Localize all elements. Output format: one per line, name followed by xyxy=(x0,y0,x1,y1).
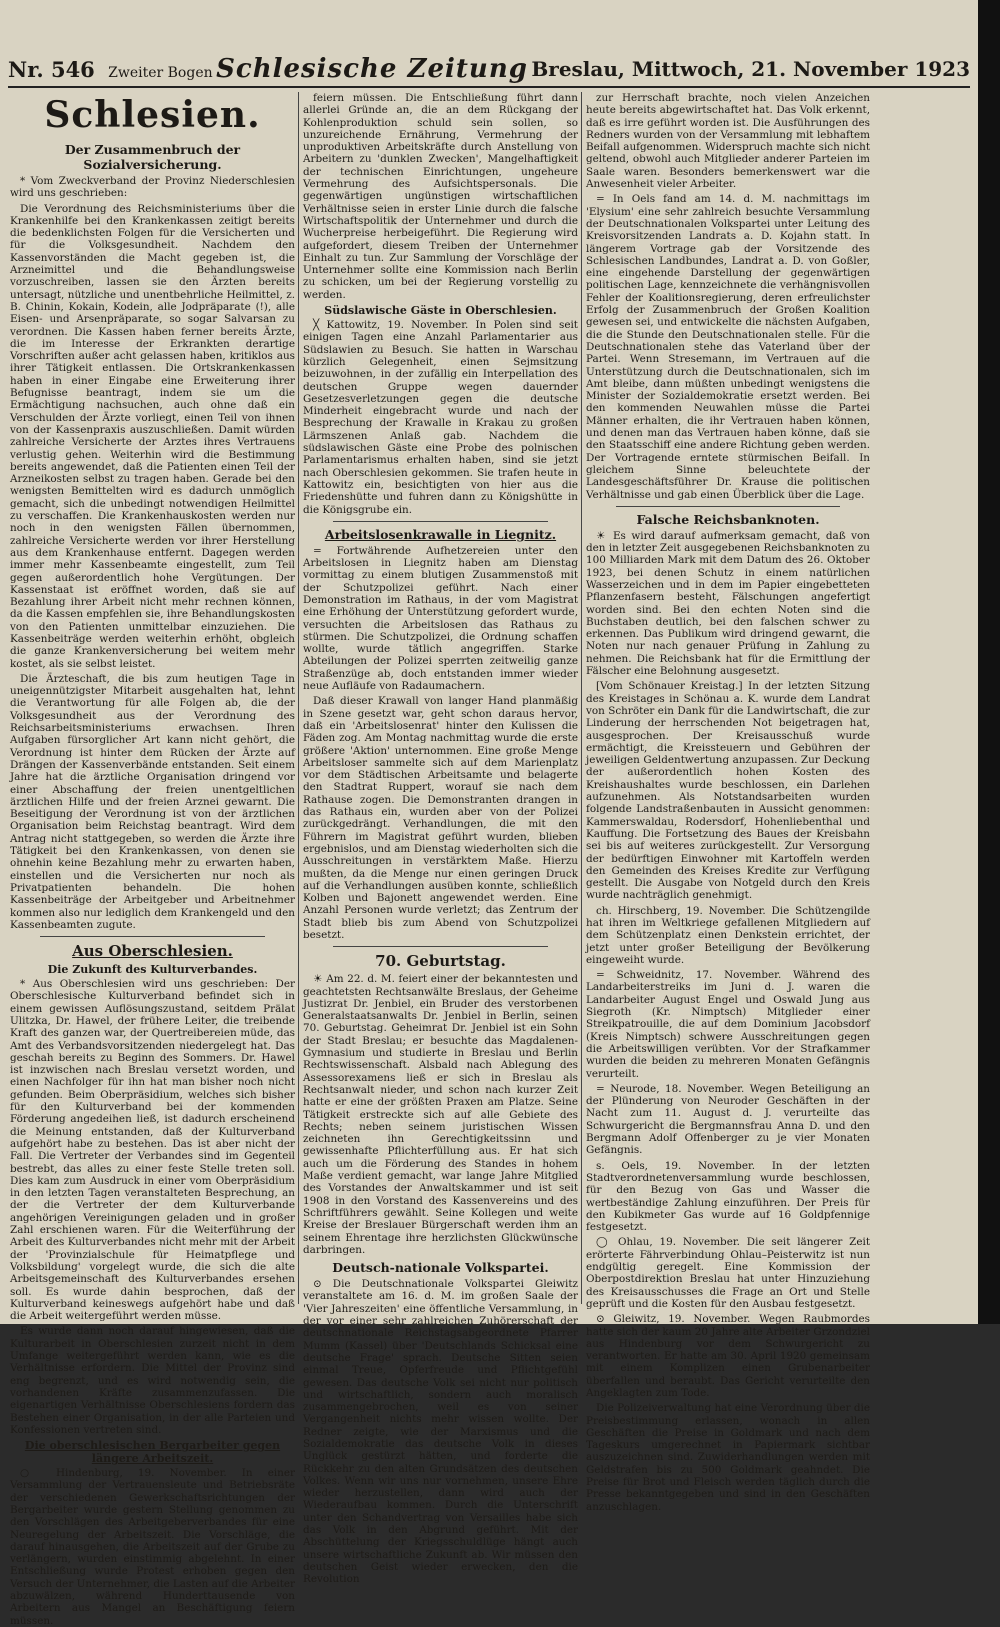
issue-info xyxy=(8,57,213,82)
dateline: Breslau, Mittwoch, 21. November 1923 xyxy=(531,57,970,81)
section-title: Schlesien. xyxy=(44,94,261,136)
scan-edge xyxy=(978,0,1000,1324)
article-paragraph: = Fortwährende Aufhetzereien unter den Arbeitslosen in Liegnitz haben am Dienstag vormittag zu einem blutigen Zusammenstoß mit der Schutzpolizei geführt. Nach einer Demonstration im Rathaus, in der vom Magistrat eine Erhöhung der Unterstützung gefordert wurde, versuchten die Arbeitslosen das Rathaus zu stürmen. Die Schutzpolizei, die Ordnung schaffen wollte, wurde tätlich angegriffen. Starke Abteilungen der Polizei sperrten zeitweilig ganze Straßenzüge ab, doch entstanden immer wieder neue Aufläufe von Radaumachern. xyxy=(303,544,578,693)
column-rule xyxy=(298,92,299,1304)
subheadline: Südslawische Gäste in Oberschlesien. xyxy=(324,304,557,318)
article-paragraph: Es wurde dann noch darauf hingewiesen, daß die Kulturarbeit in Oberschlesien zurzeit nicht in dem Umfange weitergeführt werden kann, wie es die Verhältnisse erfordern. Die Mittel der Provinz sind eng begrenzt, und es wird notwendig sein, die vorhandenen Kräfte zusammenzufassen. Die eigenartigen Verhältnisse Oberschlesiens fordern das Bestehen einer Organisation, in der alle Parteien und Konfessionen vertreten sind. xyxy=(10,1325,295,1436)
article-paragraph: ╳ Kattowitz, 19. November. In Polen sind seit einigen Tagen eine Anzahl Parlamentarier aus Südslawien zu Besuch. Sie hatten in Warschau kürzlich Gelegenheit, einen Sejmsitzung beizuwohnen, in der zufällig ein Interpellation des deutschen Gruppe wegen dauernder Gesetzesverletzungen gegen die deutsche Minderheit eingebracht wurde und nach der Besprechung der Krawalle in Krakau zu großen Lärmszenen Anlaß gab. Nachdem die südslawischen Gäste eine Probe des polnischen Parlamentarismus erhalten haben, sind sie jetzt nach Oberschlesien gekommen. Sie trafen heute in Kattowitz ein, besichtigten von hier aus die Friedenshütte und fuhren dann zu Königshütte in die Königsgrube ein. xyxy=(303,319,578,516)
article-paragraph: zur Herrschaft brachte, noch vielen Anzeichen heute bereits abgewirtschaftet hat. Das Volk erkennt, daß es irre geführt worden ist. Die Ausführungen des Redners wurden von der Versammlung mit lebhaftem Beifall aufgenommen. Widerspruch machte sich nicht geltend, obwohl auch Mitglieder anderer Parteien im Saale waren. Besonders bemerkenswert war die Anwesenheit vieler Arbeiter. xyxy=(586,92,870,191)
article-paragraph: ☀ Es wird darauf aufmerksam gemacht, daß von den in letzter Zeit ausgegebenen Reichsbanknoten zu 100 Milliarden Mark mit dem Datum des 26. Oktober 1923, bei denen Schutz in einem natürlichen Wasserzeichen und in dem im Papier eingebetteten Pflanzenfasern besteht, Fälschungen angefertigt worden sind. Bei den echten Noten sind die Buchstaben deutlich, bei den falschen schwer zu erkennen. Das Publikum wird dringend gewarnt, die Noten nur nach genauer Prüfung in Zahlung zu nehmen. Die Reichsbank hat für die Ermittlung der Fälscher eine Belohnung ausgesetzt. xyxy=(586,529,870,678)
article-paragraph: = Neurode, 18. November. Wegen Beteiligung an der Plünderung von Neuroder Geschäften in der Nacht zum 11. August d. J. verurteilte das Schwurgericht die Bergmannsfrau Anna D. und den Bergmann Adolf Offenberger zu je vier Monaten Gefängnis. xyxy=(586,1082,870,1157)
headline: Deutsch-nationale Volkspartei. xyxy=(332,1260,549,1276)
article-paragraph: Die Ärzteschaft, die bis zum heutigen Tage in uneigennützigster Mitarbeit ausgehalten hat, lehnt die Verantwortung für alle Folgen ab, die der Volksgesundheit aus der Verordnung des Reichsarbeitsministeriums erwachsen. Ihren Aufgaben fürsorglicher Art kann nicht gehört, die Verordnung ist hinter dem Rücken der Ärzte auf Drängen der Kassenverbände entstanden. Seit einem Jahre hat die ärztliche Organisation dringend vor einer Abschaffung der freien unentgeltlichen ärztlichen Hilfe und der freien Arznei gewarnt. Die Beseitigung der Verordnung ist von der ärztlichen Organisation beim Reichstag beantragt. Wird dem Antrag nicht stattgegeben, so werden die Ärzte ihre Tätigkeit bei den Krankenkassen, von denen sie ohnehin keine Bezahlung mehr zu erwarten haben, einstellen und die Versicherten nur noch als Privatpatienten behandeln. Die hohen Kassenbeiträge der Arbeitgeber und Arbeitnehmer kommen also nur lediglich dem Krankengeld und den Kassenbeamten zugute. xyxy=(10,672,295,931)
article-paragraph: * Vom Zweckverband der Provinz Niederschlesien wird uns geschrieben: xyxy=(10,175,295,200)
article-paragraph: ◯ Ohlau, 19. November. Die seit längerer Zeit erörterte Fährverbindung Ohlau–Peisterwitz ist nun endgültig geregelt. Eine Kommission der Oberpostdirektion Breslau hat unter Hinzuziehung des Kreisausschusses die Frage an Ort und Stelle geprüft und die Kosten für den Ausbau festgesetzt. xyxy=(586,1236,870,1310)
article-paragraph: = In Oels fand am 14. d. M. nachmittags im 'Elysium' eine sehr zahlreich besuchte Versammlung der Deutschnationalen Volkspartei unter Leitung des Kreisvorsitzenden Landrats a. D. Kojahn statt. In längerem Vortrage gab der Vorsitzende des Schlesischen Landbundes, Landrat a. D. von Goßler, eine eingehende Darstellung der gegenwärtigen politischen Lage, kennzeichnete die verhängnisvollen Fehler der Koalitionsregierung, deren erfreulichster Erfolg der Zusammenbruch der Großen Koalition gewesen sei, und entwickelte die nächsten Aufgaben, die die Stunde den Deutschnationalen stelle. Für die Deutschnationalen stehe das Vaterland über der Partei. Wenn Stresemann, im Vertrauen auf die Unterstützung durch die Deutschnationalen, sich im Amt bleibe, dann müßten unbedingt wenigstens die Minister der Sozialdemokratie ersetzt werden. Bei den kommenden Neuwahlen müsse die Partei Männer erhalten, die ihr Vertrauen haben können, und denen man das Vertrauen haben könne, daß sie den Staatsschiff eine andere Richtung geben werden. Der Vortragende erntete stürmischen Beifall. In gleichem Sinne beleuchtete der Landesgeschäftsführer Dr. Krause die politischen Verhältnisse und gab einen Überblick über die Lage. xyxy=(586,193,870,501)
divider xyxy=(616,506,840,507)
article-paragraph: s. Oels, 19. November. In der letzten Stadtverordnetenversammlung wurde beschlossen, für den Bezug von Gas und Wasser die wertbeständige Zahlung einzuführen. Der Preis für den Kubikmeter Gas wurde auf 16 Goldpfennige festgesetzt. xyxy=(586,1159,870,1234)
article-paragraph: * Aus Oberschlesien wird uns geschrieben: Der Oberschlesische Kulturverband befindet sich in einem gewissen Auflösungszustand, seitdem Prälat Ulitzka, Dr. Hawel, der frühere Leiter, die treibende Kraft des ganzen war, der Quertreibereien müde, das Amt des Verbandsvorsitzenden niedergelegt hat. Das geschah bereits zu Beginn des Sommers. Dr. Hawel ist inzwischen nach Breslau versetzt worden, und einen Nachfolger für ihn hat man bisher noch nicht gefunden. Beim Oberpräsidium, welches sich bisher für den Kulturverband bei der kommenden Förderung angedeihen ließ, ist dadurch erscheinend die Meinung entstanden, daß der Kulturverband aufgehört habe zu bestehen. Das ist aber nicht der Fall. Die Vertreter der Verbandes sind im Gegenteil bestrebt, das alles zu einer feste Stelle treten soll. Dies kam zum Ausdruck in einer vom Oberpräsidium in den letzten Tagen veranstalteten Besprechung, an der die Vertreter der dem Kulturverbande angehörigen Vereinigungen geladen und in großer Zahl erschienen waren. Für die Weiterführung der Arbeit des Kulturverbandes nicht mehr mit der Arbeit der 'Provinzialschule für Heimatpflege und Volksbildung' vorgelegt wurde, die sich die alte Arbeitsgemeinschaft des Kulturverbandes ersehen soll. Es wurde dahin besprochen, daß der Kulturverband keineswegs aufgehört habe und daß die Arbeit weitergeführt werden müsse. xyxy=(10,978,295,1323)
article-paragraph: Daß dieser Krawall von langer Hand planmäßig in Szene gesetzt war, geht schon daraus hervor, daß ein 'Arbeitslosenrat' hinter den Kulissen die Fäden zog. Am Montag nachmittag wurde die erste größere 'Aktion' unternommen. Eine große Menge Arbeitsloser sammelte sich auf dem Marienplatz vor dem Städtischen Arbeitsamte und belagerte den Stadtrat Ruppert, worauf sie nach dem Rathause zogen. Die Demonstranten drangen in das Rathaus ein, wurden aber von der Polizei zurückgedrängt. Verhandlungen, die mit den Führern im Magistrat geführt wurden, blieben ergebnislos, und am Dienstag wiederholten sich die Ausschreitungen in verstärktem Maße. Hierzu mußten, da die Menge nur einen geringen Druck auf die Verhandlungen ausüben konnte, schließlich Kolben und Bajonett angewendet werden. Eine Anzahl Personen wurde verletzt; das Zentrum der Stadt blieb bis zum Abend von Schutzpolizei besetzt. xyxy=(303,695,578,941)
headline: Aus Oberschlesien. xyxy=(72,942,233,961)
article-paragraph: ⊙ Gleiwitz, 19. November. Wegen Raubmordes hatte sich der kaum 20 Jahre alte Arbeiter Grzondziel aus Hindenburg vor dem Schwurgericht zu verantworten. Er hatte am 30. April 1920 gemeinsam mit einem Komplizen einen Grubenarbeiter überfallen und beraubt. Das Gericht verurteilte den Angeklagten zum Tode. xyxy=(586,1313,870,1399)
article-paragraph: feiern müssen. Die Entschließung führt dann allerlei Gründe an, die an dem Rückgang der Kohlenproduktion schuld sein sollen, so unzureichende Ernährung, Vermehrung der unproduktiven Arbeitskräfte durch Anstellung von Arbeitern zu 'dunklen Zwecken', Mangelhaftigkeit der technischen Einrichtungen, ungeheure Vermehrung des Aufsichtspersonals. Die gegenwärtigen ungünstigen wirtschaftlichen Verhältnisse seien in erster Linie durch die falsche Wirtschaftspolitik der Unternehmer und durch die Wucherpreise herbeigeführt. Die Regierung wird aufgefordert, diesem Treiben der Unternehmer Einhalt zu tun. Zur Sammlung der Vorschläge der Unternehmer sollte eine Kommission nach Berlin zu schicken, um bei der Regierung vorstellig zu werden. xyxy=(303,92,578,301)
column-rule xyxy=(581,92,582,1304)
subheadline: Die oberschlesischen Bergarbeiter gegen längere Arbeitszeit. xyxy=(24,1439,281,1466)
divider xyxy=(333,946,548,947)
headline: 70. Geburtstag. xyxy=(375,952,506,971)
headline: Falsche Reichsbanknoten. xyxy=(636,511,820,527)
headline: Arbeitslosenkrawalle in Liegnitz. xyxy=(324,526,557,542)
article-paragraph: Die Verordnung des Reichsministeriums über die Krankenhilfe bei den Krankenkassen zeitigt bereits die bedenklichsten Folgen für die Versicherten und für die Volksgesundheit. Nachdem den Kassenvorständen die Macht gegeben ist, die Arzneimittel und die Behandlungsweise vorzuschreiben, lassen sie den Ärzten bereits untersagt, nützliche und unentbehrliche Heilmittel, z. B. Chinin, Kokain, Kodein, alle Jodpräparate (!), alle Eisen- und Arsenpräparate, so sogar Salvarsan zu verordnen. Die Kassen haben ferner bereits Ärzte, die im Interesse der Erkrankten derartige Vorschriften außer acht gelassen haben, kritiklos aus ihrer Tätigkeit entlassen. Die Ortskrankenkassen haben in einer Eingabe eine Erweiterung ihrer Befugnisse beantragt, indem sie um die Ermächtigung nachsuchen, auch ohne daß ein Verschulden der Ärzte vorliegt, einen Teil von ihnen von der Kassenpraxis auszuschließen. Damit würden zahlreiche Versicherte der Arztes ihres Vertrauens verlustig gehen. Weiterhin wird die Bestimmung bereits angewendet, daß die Patienten einen Teil der Arzneikosten selbst zu tragen haben. Gerade bei den wenigsten Bemittelten wird es dadurch unmöglich gemacht, sich die unbedingt notwendigen Heilmittel zu verschaffen. Die Krankenhauskosten werden nur noch in den wenigsten Fällen übernommen, zahlreiche Versicherte werden vor ihrer Herstellung aus dem Krankenhause entfernt. Dagegen werden immer mehr Kassenbeamte eingestellt, zum Teil gegen außerordentlich hohe Vergütungen. Der Kassenstaat ist eröffnet worden, daß sie auf Bezahlung ihrer Arbeit nicht mehr rechnen können, da die Kassen empfehlen sie, ihre Behandlungskosten von den Patienten unmittelbar einzuziehen. Die Kassenbeiträge werden weiterhin erhöht, obgleich die ganze Krankenversicherung bei weitem mehr kostet, als sie selbst leistet. xyxy=(10,202,295,670)
column-1 xyxy=(10,92,295,1627)
subheadline: Die Zukunft des Kulturverbandes. xyxy=(47,963,258,977)
article-paragraph: Die Polizeiverwaltung hat eine Verordnung über die Preisbestimmung erlassen, wonach in allen Geschäften die Preise in Goldmark und nach dem Tageskurs umgerechnet in Papiermark sichtbar auszuzeichnen sind. Zuwiderhandlungen werden mit Geldstrafen bis zu 500 Goldmark geahndet. Die Preise für Brot und Fleisch werden täglich durch die Presse bekanntgegeben und sind in den Geschäften anzuschlagen. xyxy=(586,1402,870,1513)
headline: Der Zusammenbruch der Sozialversicherung. xyxy=(64,142,241,172)
divider xyxy=(333,521,548,522)
article-paragraph: ○ Hindenburg, 19. November. In einer Versammlung der Vertrauensleute und Betriebsräte der verschiedenen Gewerkschaftsrichtungen der Bergarbeiter wurde gestern Stellung genommen zu den Vorschlägen des Arbeitgeberverbandes für eine Neuregelung der Arbeitszeit. Die Vorschläge, die darauf hinausgehen, die Arbeitszeit auf der Grube zu verlängern, wurden einstimmig abgelehnt. In einer Entschließung wurde Protest erhoben gegen den Versuch der Unternehmer, die Lasten auf die Arbeiter abzuwälzen, während Hunderttausende von Arbeitern aus Mangel an Beschäftigung feiern müssen. xyxy=(10,1467,295,1627)
masthead xyxy=(8,52,970,88)
column-3 xyxy=(586,92,870,1513)
article-paragraph: ☀ Am 22. d. M. feiert einer der bekanntesten und geachtetsten Rechtsanwälte Breslaus, der Geheime Justizrat Dr. Jenbiel, ein Bruder des verstorbenen Generalstaatsanwalts Dr. Jenbiel in Berlin, seinen 70. Geburtstag. Geheimrat Dr. Jenbiel ist ein Sohn der Stadt Breslau; er besuchte das Magdalenen-Gymnasium und studierte in Breslau und Berlin Rechtswissenschaft. Alsbald nach Ablegung des Assessorexamens ließ er sich in Breslau als Rechtsanwalt nieder, und schon nach kurzer Zeit hatte er eine der größten Praxen am Platze. Seine Tätigkeit erstreckte sich auf alle Gebiete des Rechts; neben seinem juristischen Wissen zeichneten ihn Gerechtigkeitssinn und gewissenhafte Pflichterfüllung aus. Er hat sich auch um die Förderung des Standes in hohem Maße verdient gemacht, war lange Jahre Mitglied des Vorstandes der Anwaltskammer und ist seit 1908 in den Vorstand des Kassenvereins und des Schriftführers gewählt. Seine Kollegen und weite Kreise der Breslauer Bürgerschaft werden ihm an seinem Ehrentage ihre herzlichsten Glückwünsche darbringen. xyxy=(303,973,578,1256)
issue-number: Nr. 546 xyxy=(8,56,95,82)
article-paragraph: ⊙ Die Deutschnationale Volkspartei Gleiwitz veranstaltete am 16. d. M. im großen Saale der 'Vier Jahreszeiten' eine öffentliche Versammlung, in der vor einer sehr zahlreichen Zuhörerschaft der deutschnationale Reichstagsabgeordnete Pfarrer Mumm (Kassel) über 'Deutschlands Schicksal eine deutsche Frage' sprach. Deutsche Sitten seien einmal Treue, Opferfreude und Pflichtgefühl gewesen. Das deutsche Volk sei nicht nur politisch und wirtschaftlich, sondern auch moralisch zusammengebrochen, weil es von seiner Vergangenheit nichts mehr wissen wollte. Der Redner zeigte, wie der Marxismus und die Sozialdemokratie das deutsche Volk in dieses Unglück gestürzt hätten, und forderte die Rückkehr zu den alten Grundsätzen des deutschen Volkes. Wenn wir uns nur vornehmen, unsere Ehre wieder herzustellen, dann wird auch der Wiederaufbau kommen. Durch die Unterschrift unter den Schandvertrag von Versailles habe sich das Volk in den Abgrund geführt. Mit der Abschüttelung der Kriegsschuldlüge hängt auch unsere wirtschaftliche Zukunft ab. Wir müssen den deutschen Geist wieder erwecken, den die Revolution xyxy=(303,1278,578,1586)
divider xyxy=(40,936,265,937)
article-paragraph: [Vom Schönauer Kreistag.] In der letzten Sitzung des Kreistages in Schönau a. K. wurde dem Landrat von Schröter ein Dank für die Landwirtschaft, die zur Linderung der herrschenden Not beigetragen hat, ausgesprochen. Der Kreisausschuß wurde ermächtigt, die Kreissteuern und Gebühren der jeweiligen Geldentwertung anzupassen. Zur Deckung der außerordentlich hohen Kosten des Kreishaushaltes wurde beschlossen, ein Darlehen aufzunehmen. Als Notstandsarbeiten wurden folgende Landstraßenbauten in Aussicht genommen: Kammerswaldau, Rodersdorf, Hohenliebenthal und Kauffung. Die Fortsetzung des Baues der Kreisbahn sei bis auf weiteres zurückgestellt. Zur Versorgung der bedürftigen Einwohner mit Kartoffeln werden den Gemeinden des Kreises Kredite zur Verfügung gestellt. Die Ausgabe von Notgeld durch den Kreis wurde nachträglich genehmigt. xyxy=(586,680,870,902)
newspaper-title: Schlesische Zeitung xyxy=(216,54,528,84)
column-2 xyxy=(303,92,578,1586)
article-paragraph: = Schweidnitz, 17. November. Während des Landarbeiterstreiks im Juni d. J. waren die Landarbeiter August Engel und Oswald Jung aus Siegroth (Kr. Nimptsch) Mitglieder einer Streikpatrouille, die auf dem Dominium Jacobsdorf (Kreis Nimptsch) schwere Ausschreitungen gegen die Arbeitswilligen verübten. Vor der Strafkammer wurden die beiden zu mehreren Monaten Gefängnis verurteilt. xyxy=(586,969,870,1080)
article-paragraph: ch. Hirschberg, 19. November. Die Schützengilde hat ihren im Weltkriege gefallenen Mitgliedern auf dem Schützenplatz einen Denkstein errichtet, der jetzt unter großer Beteiligung der Bevölkerung eingeweiht wurde. xyxy=(586,904,870,966)
edition-label: Zweiter Bogen xyxy=(108,64,213,81)
